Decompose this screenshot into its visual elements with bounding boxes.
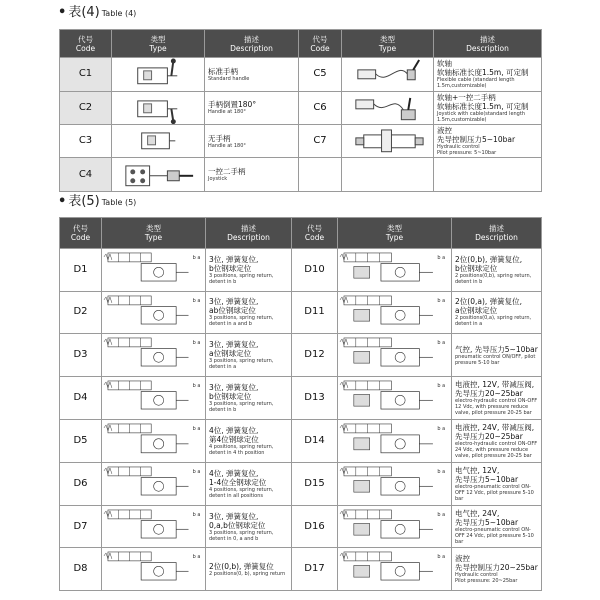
svg-text:b a: b a xyxy=(192,554,201,561)
table-row xyxy=(60,91,542,125)
description-cell: 电气控, 12V, 先导压力5~10bar electro-pneumatic control ON-OFF 12 Vdc, pilot pressure 5-10 bar xyxy=(452,463,542,506)
header-description: 描述 Description xyxy=(434,30,542,58)
table-row xyxy=(60,548,542,591)
code-cell: D2 xyxy=(60,291,102,334)
table-row xyxy=(60,419,542,463)
code-cell: C6 xyxy=(299,91,342,125)
svg-text:b a: b a xyxy=(437,382,446,389)
table5 xyxy=(59,217,542,591)
svg-text:b a: b a xyxy=(192,297,201,304)
svg-text:b a: b a xyxy=(437,340,446,347)
description-cell: 3位, 弹簧复位, ab位钢球定位 3 positions, spring return, detent in a and b xyxy=(206,291,292,334)
svg-text:b a: b a xyxy=(192,511,201,518)
table-row xyxy=(60,158,542,192)
description-cell: 2位(0,b), 弹簧复位 2 positions(0, b), spring return xyxy=(206,548,292,591)
table-row xyxy=(60,505,542,548)
description-cell: 3位, 弹簧复位, b位钢球定位 3 positions, spring return, detent in b xyxy=(206,249,292,292)
code-cell: D14 xyxy=(292,419,338,463)
valve-schematic-icon xyxy=(338,291,452,334)
code-cell: D11 xyxy=(292,291,338,334)
table-row xyxy=(60,334,542,377)
valve-schematic-icon xyxy=(102,548,206,591)
description-cell: 液控 先导控制压力5~10bar Hydraulic control Pilot pressure: 5~10bar xyxy=(434,125,542,158)
code-cell: D7 xyxy=(60,505,102,548)
table5-title xyxy=(58,190,136,209)
valve-schematic-icon xyxy=(338,505,452,548)
description-cell: 无手柄 Handle at 180° xyxy=(205,125,299,158)
code-cell: D13 xyxy=(292,376,338,419)
valve-schematic-icon xyxy=(102,291,206,334)
valve-schematic-icon xyxy=(102,419,206,463)
svg-text:b a: b a xyxy=(192,254,201,261)
header-code: 代号 Code xyxy=(60,218,102,249)
description-cell: 液控 先导控制压力20~25bar Hydraulic control Pilot pressure: 20~25bar xyxy=(452,548,542,591)
description-cell: 2位(0,b), 弹簧复位, b位钢球定位 2 positions(0,b), spring return, detent in b xyxy=(452,249,542,292)
code-cell: D12 xyxy=(292,334,338,377)
bullet: • xyxy=(58,5,67,20)
code-cell: C3 xyxy=(60,125,112,158)
header-description: 描述 Description xyxy=(206,218,292,249)
description-cell: 4位, 弹簧复位, 1-4位全钢球定位 4 positions, spring return, detent in all positions xyxy=(206,463,292,506)
valve-schematic-icon xyxy=(338,249,452,292)
header-description: 描述 Description xyxy=(205,30,299,58)
code-cell: D10 xyxy=(292,249,338,292)
header-code: 代号 Code xyxy=(292,218,338,249)
valve-schematic-icon xyxy=(102,463,206,506)
valve-schematic-icon xyxy=(102,334,206,377)
flexible-cable-icon xyxy=(342,58,434,92)
table5-title-en: Table (5) xyxy=(101,198,137,207)
table-row xyxy=(60,376,542,419)
standard-handle-icon xyxy=(112,58,205,92)
description-cell: 3位, 弹簧复位, a位钢球定位 3 positions, spring return, detent in a xyxy=(206,334,292,377)
valve-schematic-icon xyxy=(338,463,452,506)
valve-schematic-icon xyxy=(102,249,206,292)
svg-text:b a: b a xyxy=(437,425,446,432)
hydraulic-control-icon xyxy=(342,125,434,158)
header-type: 类型 Type xyxy=(338,218,452,249)
code-cell: D4 xyxy=(60,376,102,419)
header-type: 类型 Type xyxy=(102,218,206,249)
description-cell: 电液控, 12V, 带减压阀, 先导压力20~25bar electro-hydraulic control ON-OFF 12 Vdc, with pressure reduce valve, pilot pressure 20-25 bar xyxy=(452,376,542,419)
valve-schematic-icon xyxy=(338,334,452,377)
description-cell: 标准手柄 Standard handle xyxy=(205,58,299,92)
svg-text:b a: b a xyxy=(192,469,201,476)
valve-schematic-icon xyxy=(338,419,452,463)
code-cell: C2 xyxy=(60,91,112,125)
table4 xyxy=(59,29,542,192)
description-cell: 软轴+一控二手柄 软轴标准长度1.5m, 可定制 Joystick with cable(standard length 1.5m,customizable) xyxy=(434,91,542,125)
description-cell: 3位, 弹簧复位, b位钢球定位 3 positions, spring return, detent in b xyxy=(206,376,292,419)
svg-text:b a: b a xyxy=(192,425,201,432)
code-cell: C1 xyxy=(60,58,112,92)
header-type: 类型 Type xyxy=(112,30,205,58)
svg-text:b a: b a xyxy=(192,382,201,389)
svg-text:b a: b a xyxy=(437,469,446,476)
no-handle-icon xyxy=(112,125,205,158)
svg-text:b a: b a xyxy=(437,297,446,304)
svg-text:b a: b a xyxy=(437,254,446,261)
table4-title-en: Table (4) xyxy=(101,9,137,18)
table-row xyxy=(60,125,542,158)
header-code: 代号 Code xyxy=(299,30,342,58)
description-cell: 电液控, 24V, 带减压阀, 先导压力20~25bar electro-hydraulic control ON-OFF 24 Vdc, with pressure reduce valve, pilot pressure 20-25 bar xyxy=(452,419,542,463)
code-cell: D6 xyxy=(60,463,102,506)
code-cell: C4 xyxy=(60,158,112,192)
code-cell: C7 xyxy=(299,125,342,158)
description-cell: 3位, 弹簧复位, 0,a,b位钢球定位 3 positions, spring return, detent in 0, a and b xyxy=(206,505,292,548)
empty-cell xyxy=(434,158,542,192)
table-row xyxy=(60,249,542,292)
handle-at-180-icon xyxy=(112,91,205,125)
description-cell: 2位(0,a), 弹簧复位, a位钢球定位 2 positions(0,a), spring return, detent in a xyxy=(452,291,542,334)
svg-text:b a: b a xyxy=(437,554,446,561)
svg-text:b a: b a xyxy=(437,511,446,518)
svg-text:b a: b a xyxy=(192,340,201,347)
description-cell: 软轴 软轴标准长度1.5m, 可定制 Flexible cable (standard length 1.5m,customizable) xyxy=(434,58,542,92)
valve-schematic-icon xyxy=(338,376,452,419)
table4-title xyxy=(58,1,136,20)
description-cell: 气控, 先导压力5~10bar pneumatic control ON/OFF, pilot pressure 5-10 bar xyxy=(452,334,542,377)
description-cell: 电气控, 24V, 先导压力5~10bar electro-pneumatic control ON-OFF 24 Vdc, pilot pressure 5-10 bar xyxy=(452,505,542,548)
empty-cell xyxy=(299,158,342,192)
header-description: 描述 Description xyxy=(452,218,542,249)
description-cell: 4位, 弹簧复位, 第4位钢球定位 4 positions, spring return, detent in 4 th position xyxy=(206,419,292,463)
table4-title-zh: 表(4) xyxy=(68,5,100,20)
empty-cell xyxy=(342,158,434,192)
code-cell: D15 xyxy=(292,463,338,506)
table-row xyxy=(60,291,542,334)
code-cell: D16 xyxy=(292,505,338,548)
code-cell: D17 xyxy=(292,548,338,591)
valve-schematic-icon xyxy=(102,376,206,419)
code-cell: D5 xyxy=(60,419,102,463)
joystick-icon xyxy=(112,158,205,192)
valve-schematic-icon xyxy=(102,505,206,548)
joystick-cable-icon xyxy=(342,91,434,125)
table-row xyxy=(60,58,542,92)
valve-schematic-icon xyxy=(338,548,452,591)
code-cell: D8 xyxy=(60,548,102,591)
code-cell: C5 xyxy=(299,58,342,92)
table5-title-zh: 表(5) xyxy=(68,194,100,209)
table-row xyxy=(60,463,542,506)
header-type: 类型 Type xyxy=(342,30,434,58)
code-cell: D1 xyxy=(60,249,102,292)
code-cell: D3 xyxy=(60,334,102,377)
header-code: 代号 Code xyxy=(60,30,112,58)
description-cell: 手柄倒置180° Handle at 180° xyxy=(205,91,299,125)
description-cell: 一控二手柄 Joystick xyxy=(205,158,299,192)
bullet: • xyxy=(58,194,67,209)
